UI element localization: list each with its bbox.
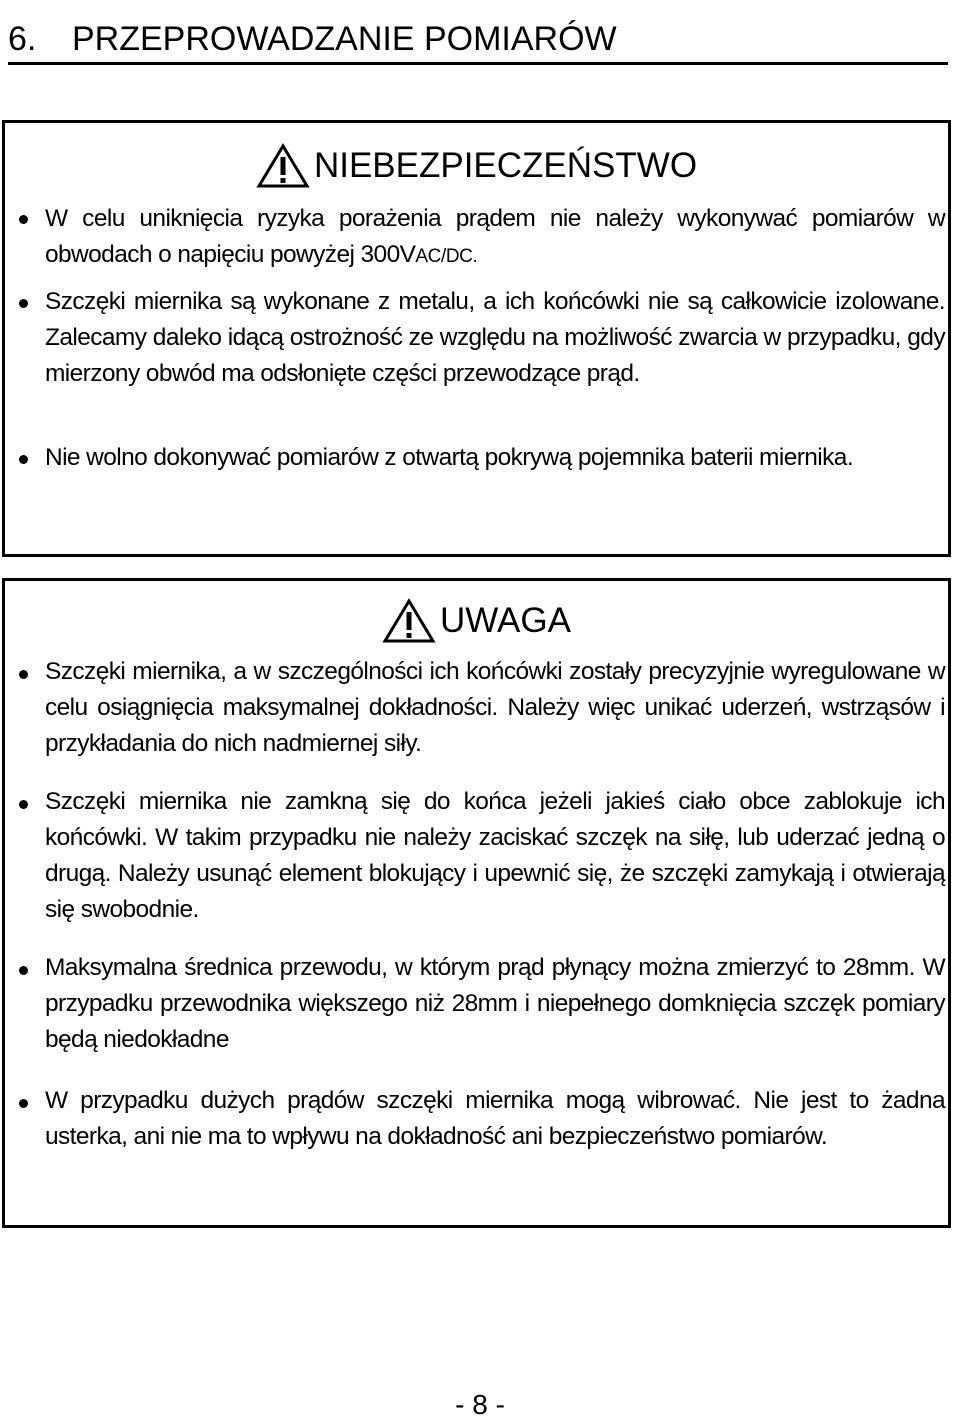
danger-item-1 (45, 201, 945, 275)
bullet-icon (19, 455, 28, 464)
danger-item-2: Szczęki miernika są wykonane z metalu, a ich końcówki nie są całkowicie izolowane. Zalecamy daleko idącą ostrożność ze względu na możliwość zwarcia w przypadku, gdy mierzony obwód ma odsłonięte części przewodzące prąd. (45, 288, 945, 387)
section-heading (8, 16, 948, 65)
caution-box (2, 578, 951, 1228)
bullet-icon (19, 215, 28, 224)
warning-triangle-icon (382, 598, 436, 644)
warning-triangle-icon (256, 143, 310, 189)
page-number: - 8 - (455, 1389, 505, 1420)
bullet-icon (19, 1099, 28, 1108)
bullet-icon (19, 299, 28, 308)
danger-item-1-text: W celu uniknięcia ryzyka porażenia prądem nie należy wykonywać pomiarów w obwodach o napięciu powyżej 300V (45, 205, 945, 268)
section-title: PRZEPROWADZANIE POMIARÓW (72, 20, 617, 58)
caution-title-text: UWAGA (440, 601, 571, 640)
danger-title-text: NIEBEZPIECZEŃSTWO (313, 146, 698, 185)
danger-item-1-suffix: AC/DC. (415, 246, 478, 267)
caution-item-1: Szczęki miernika, a w szczególności ich końcówki zostały precyzyjnie wyregulowane w celu osiągnięcia maksymalnej dokładności. Należy więc unikać uderzeń, wstrząsów i przykładania do nich nadmiernej siły. (45, 658, 945, 757)
caution-item-2: Szczęki miernika nie zamkną się do końca jeżeli jakieś ciało obce zablokuje ich końcówki. W takim przypadku nie należy zaciskać szczęk na siłę, lub uderzać jedną o drugą. Należy usunąć element blokujący i upewnić się, że szczęki zamykają i otwierają się swobodnie. (45, 788, 945, 923)
section-number: 6. (8, 20, 37, 58)
danger-item-3: Nie wolno dokonywać pomiarów z otwartą pokrywą pojemnika baterii miernika. (45, 444, 854, 471)
caution-title (5, 598, 948, 644)
danger-title (5, 143, 948, 189)
danger-box (2, 120, 951, 557)
bullet-icon (19, 966, 28, 975)
bullet-icon (19, 670, 28, 679)
caution-item-4: W przypadku dużych prądów szczęki miernika mogą wibrować. Nie jest to żadna usterka, ani nie ma to wpływu na dokładność ani bezpieczeństwo pomiarów. (45, 1087, 945, 1150)
bullet-icon (19, 800, 28, 809)
caution-item-3: Maksymalna średnica przewodu, w którym prąd płynący można zmierzyć to 28mm. W przypadku przewodnika większego niż 28mm i niepełnego domknięcia szczęk pomiary będą niedokładne (45, 954, 945, 1053)
